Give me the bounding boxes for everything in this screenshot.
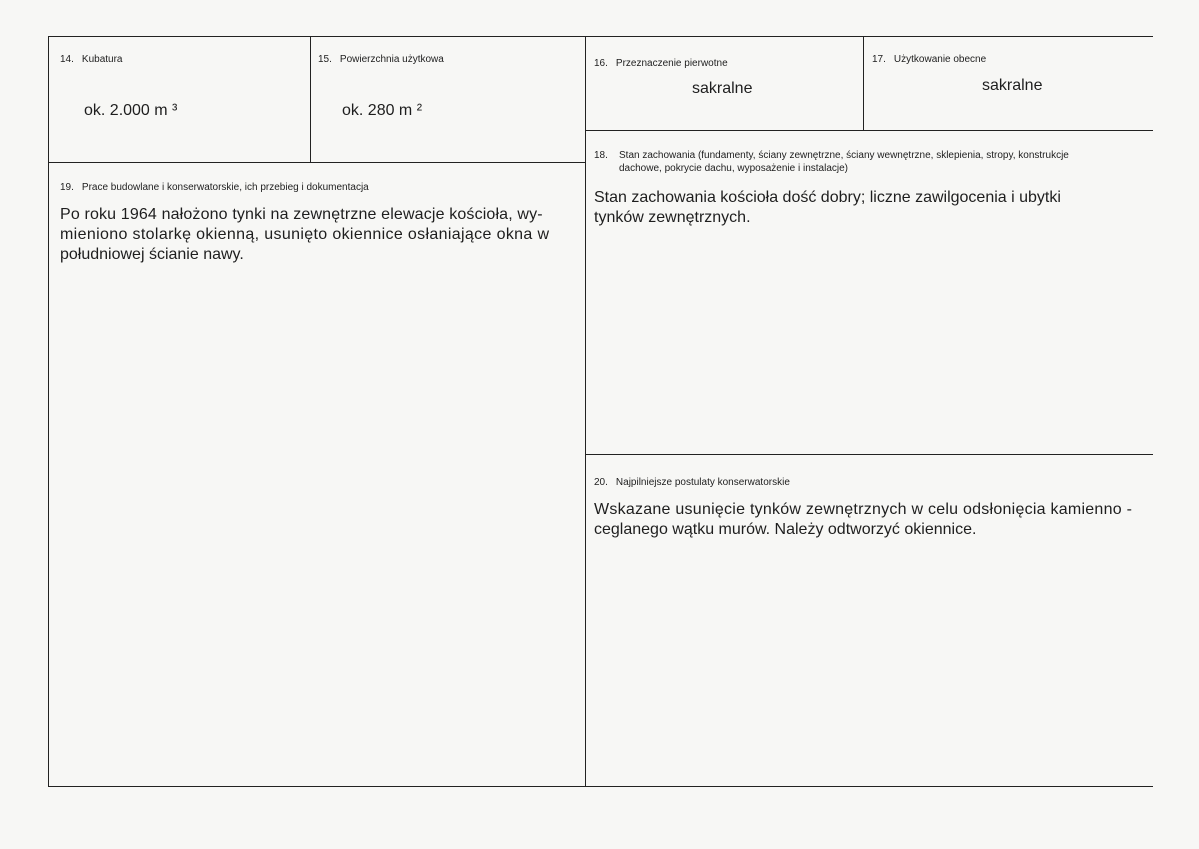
field-16-value: sakralne — [692, 80, 753, 97]
row1-right-bottom-border — [585, 130, 1153, 131]
field-19-number: 19. — [60, 182, 74, 193]
f18-bottom-border — [585, 454, 1153, 455]
field-14-label: Kubatura — [81, 54, 123, 65]
row1-left-bottom-border — [48, 162, 585, 163]
field-16-number: 16. — [594, 58, 608, 69]
field-15-value: ok. 280 m ² — [342, 102, 423, 119]
field-17-uzytkowanie — [872, 49, 986, 67]
field-15-label: Powierzchnia użytkowa — [339, 54, 444, 65]
field-18-text-line1: Stan zachowania kościoła dość dobry; liczne zawilgocenia i ubytki — [594, 189, 1061, 206]
field-14-value: ok. 2.000 m ³ — [84, 102, 178, 119]
field-20-label: Najpilniejsze postulaty konserwatorskie — [615, 477, 790, 488]
field-14-kubatura — [60, 49, 123, 67]
field-20-postulaty — [594, 472, 790, 490]
field-19-prace — [60, 177, 369, 195]
left-border — [48, 36, 49, 787]
field-18-label-line1: Stan zachowania (fundamenty, ściany zewnętrzne, ściany wewnętrzne, sklepienia, stropy, konstrukcje — [619, 150, 1069, 161]
field-16-przeznaczenie — [594, 53, 728, 71]
field-18-label-line2: dachowe, pokrycie dachu, wyposażenie i instalacje) — [619, 163, 849, 174]
field-16-label: Przeznaczenie pierwotne — [615, 58, 728, 69]
field-20-text-line1: Wskazane usunięcie tynków zewnętrznych w celu odsłonięcia kamienno - — [594, 501, 1133, 518]
field-19-label: Prace budowlane i konserwatorskie, ich przebieg i dokumentacja — [81, 182, 369, 193]
field-17-value: sakralne — [982, 77, 1043, 94]
field-19-text-line2: mieniono stolarkę okienną, usunięto okiennice osłaniające okna w — [60, 226, 550, 243]
field-17-number: 17. — [872, 54, 886, 65]
bottom-border — [48, 786, 1153, 787]
field-15-number: 15. — [318, 54, 332, 65]
field-20-number: 20. — [594, 477, 608, 488]
field-17-label: Użytkowanie obecne — [893, 54, 987, 65]
f16-f17-divider — [863, 36, 864, 131]
field-18-text-line2: tynków zewnętrznych. — [594, 209, 751, 226]
field-18-number: 18. — [594, 150, 608, 161]
center-divider — [585, 36, 586, 787]
field-20-text-line2: ceglanego wątku murów. Należy odtworzyć okiennice. — [594, 521, 977, 538]
f14-f15-divider — [310, 36, 311, 163]
top-border — [48, 36, 1153, 37]
field-15-powierzchnia — [318, 49, 444, 67]
field-19-text-line1: Po roku 1964 nałożono tynki na zewnętrzne elewacje kościoła, wy- — [60, 206, 543, 223]
field-14-number: 14. — [60, 54, 74, 65]
field-19-text-line3: południowej ścianie nawy. — [60, 246, 244, 263]
